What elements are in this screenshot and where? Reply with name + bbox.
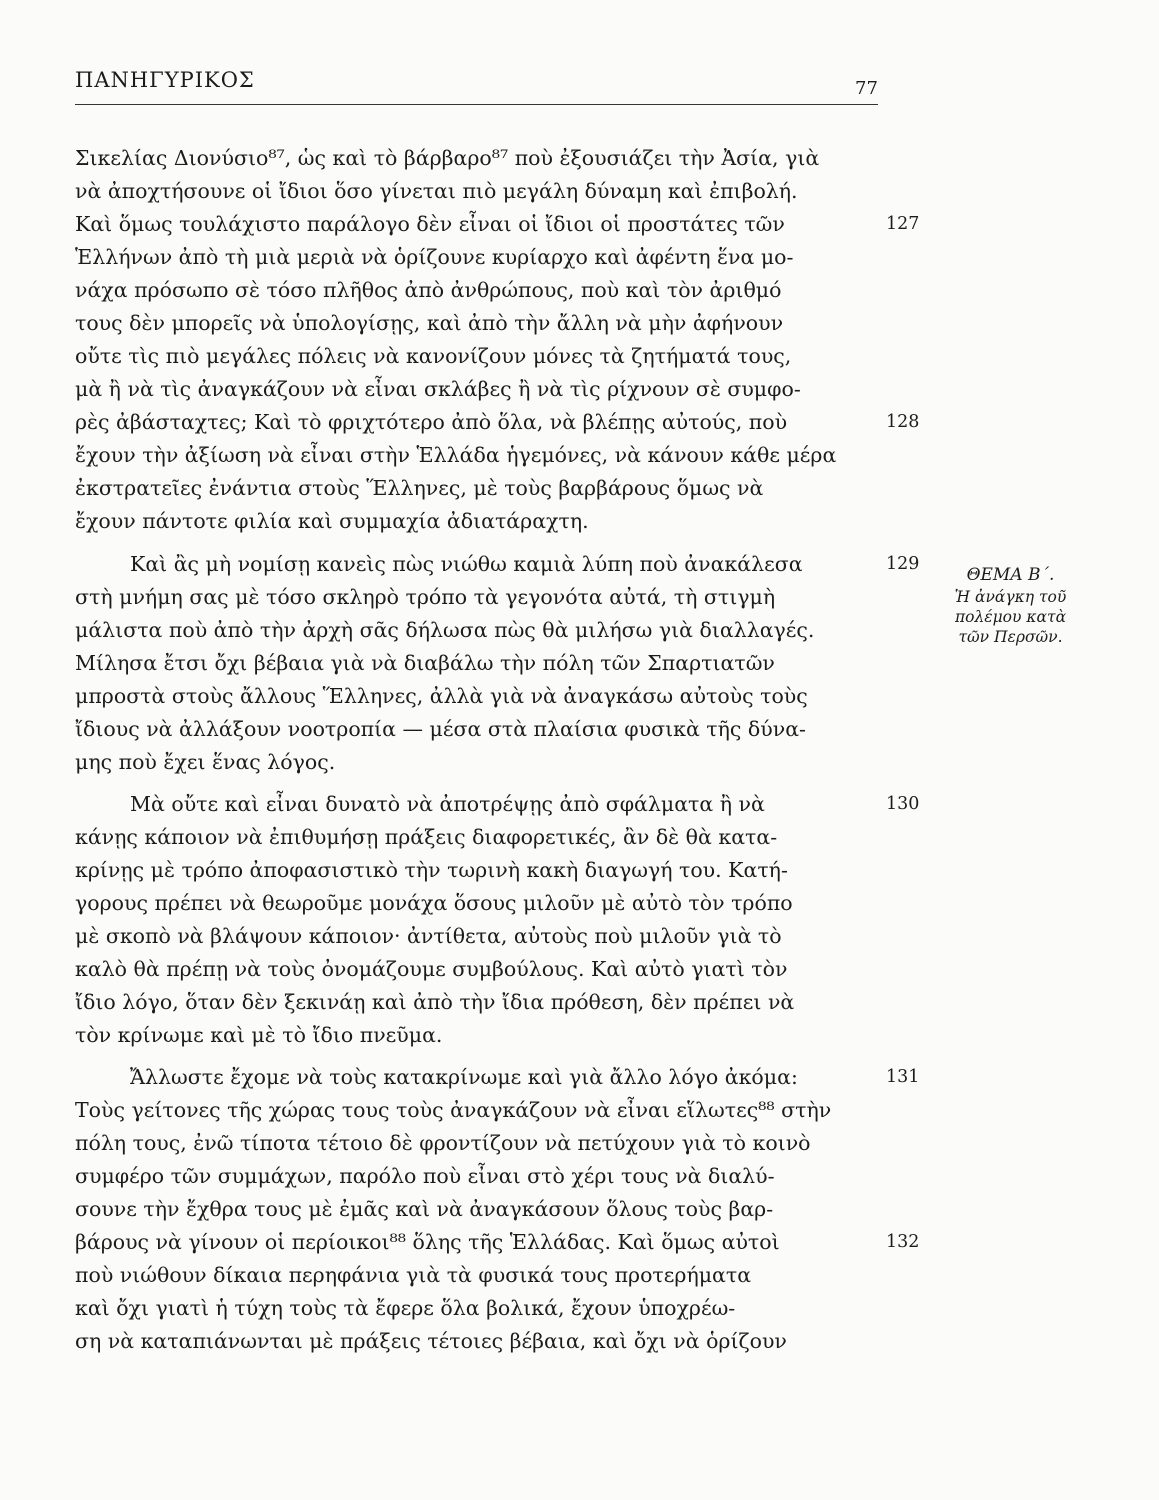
section-number: 131	[886, 1067, 920, 1087]
margin-note	[928, 563, 1093, 647]
text-line: κρίνῃς μὲ τρόπο ἀποφασιστικὸ τὴν τωρινὴ κακὴ διαγωγή του. Κατή-	[75, 858, 788, 882]
text-line: νάχα πρόσωπο σὲ τόσο πλῆθος ἀπὸ ἀνθρώπους, ποὺ καὶ τὸν ἀριθμό	[75, 278, 782, 302]
text-line: μὰ ἢ νὰ τὶς ἀναγκάζουν νὰ εἶναι σκλάβες ἢ νὰ τὶς ρίχνουν σὲ συμφο-	[75, 377, 801, 401]
text-line: ἐκστρατεῖες ἐνάντια στοὺς Ἕλληνες, μὲ τοὺς βαρβάρους ὅμως νὰ	[75, 476, 764, 500]
text-line: ἔχουν πάντοτε φιλία καὶ συμμαχία ἀδιατάραχτη.	[75, 509, 589, 533]
text-line: καὶ ὄχι γιατὶ ἡ τύχη τοὺς τὰ ἔφερε ὅλα βολικά, ἔχουν ὑποχρέω-	[75, 1296, 736, 1320]
text-line: κάνῃς κάποιον νὰ ἐπιθυμήσῃ πράξεις διαφορετικές, ἂν δὲ θὰ κατα-	[75, 825, 778, 849]
section-number: 128	[886, 412, 920, 432]
text-line: Ἄλλωστε ἔχομε νὰ τοὺς κατακρίνωμε καὶ γιὰ ἄλλο λόγο ἀκόμα:	[130, 1065, 798, 1089]
section-number: 132	[886, 1232, 920, 1252]
text-line: Καὶ ἂς μὴ νομίσῃ κανεὶς πὼς νιώθω καμιὰ λύπη ποὺ ἀνακάλεσα	[130, 552, 803, 576]
section-number: 130	[886, 794, 920, 814]
section-number: 129	[886, 554, 920, 574]
margin-note-line: πολέμου κατὰ	[954, 608, 1067, 626]
text-line: Σικελίας Διονύσιο⁸⁷, ὡς καὶ τὸ βάρβαρο⁸⁷ ποὺ ἐξουσιάζει τὴν Ἀσία, γιὰ	[75, 146, 820, 170]
text-line: οὔτε τὶς πιὸ μεγάλες πόλεις νὰ κανονίζουν μόνες τὰ ζητήματά τους,	[75, 344, 792, 368]
header-rule	[75, 104, 878, 105]
text-line: πόλη τους, ἐνῶ τίποτα τέτοιο δὲ φροντίζουν νὰ πετύχουν γιὰ τὸ κοινὸ	[75, 1131, 811, 1155]
text-line: στὴ μνήμη σας μὲ τόσο σκληρὸ τρόπο τὰ γεγονότα αὐτά, τὴ στιγμὴ	[75, 585, 776, 609]
text-line: γορους πρέπει νὰ θεωροῦμε μονάχα ὅσους μιλοῦν μὲ αὐτὸ τὸν τρόπο	[75, 891, 793, 915]
text-line: Ἑλλήνων ἀπὸ τὴ μιὰ μεριὰ νὰ ὁρίζουνε κυρίαρχο καὶ ἀφέντη ἕνα μο-	[75, 245, 794, 269]
text-line: Μὰ οὔτε καὶ εἶναι δυνατὸ νὰ ἀποτρέψῃς ἀπὸ σφάλματα ἢ νὰ	[130, 792, 765, 816]
margin-note-line: τῶν Περσῶν.	[958, 628, 1063, 646]
page-number: 77	[855, 78, 878, 99]
section-number: 127	[886, 214, 920, 234]
text-line: Καὶ ὅμως τουλάχιστο παράλογο δὲν εἶναι οἱ ἴδιοι οἱ προστάτες τῶν	[75, 212, 785, 236]
text-line: Μίλησα ἔτσι ὄχι βέβαια γιὰ νὰ διαβάλω τὴν πόλη τῶν Σπαρτιατῶν	[75, 651, 775, 675]
text-line: καλὸ θὰ πρέπῃ νὰ τοὺς ὀνομάζουμε συμβούλους. Καὶ αὐτὸ γιατὶ τὸν	[75, 957, 788, 981]
text-line: μης ποὺ ἔχει ἕνας λόγος.	[75, 750, 336, 774]
text-line: μὲ σκοπὸ νὰ βλάψουν κάποιον· ἀντίθετα, αὐτοὺς ποὺ μιλοῦν γιὰ τὸ	[75, 924, 782, 948]
text-line: ἴδιο λόγο, ὅταν δὲν ξεκινάῃ καὶ ἀπὸ τὴν ἴδια πρόθεση, δὲν πρέπει νὰ	[75, 990, 795, 1014]
margin-note-line: Ἡ ἀνάγκη τοῦ	[954, 588, 1067, 606]
text-line: ἔχουν τὴν ἀξίωση νὰ εἶναι στὴν Ἑλλάδα ἡγεμόνες, νὰ κάνουν κάθε μέρα	[75, 443, 837, 467]
text-line: ση νὰ καταπιάνωνται μὲ πράξεις τέτοιες βέβαια, καὶ ὄχι νὰ ὁρίζουν	[75, 1329, 787, 1353]
text-line: συμφέρο τῶν συμμάχων, παρόλο ποὺ εἶναι στὸ χέρι τους νὰ διαλύ-	[75, 1164, 775, 1188]
text-line: ρὲς ἀβάσταχτες; Καὶ τὸ φριχτότερο ἀπὸ ὅλα, νὰ βλέπῃς αὐτούς, ποὺ	[75, 410, 788, 434]
text-line: νὰ ἀποχτήσουνε οἱ ἴδιοι ὅσο γίνεται πιὸ μεγάλη δύναμη καὶ ἐπιβολή.	[75, 179, 798, 203]
text-line: ἴδιους νὰ ἀλλάξουν νοοτροπία — μέσα στὰ πλαίσια φυσικὰ τῆς δύνα-	[75, 717, 806, 741]
text-line: τὸν κρίνωμε καὶ μὲ τὸ ἴδιο πνεῦμα.	[75, 1023, 443, 1047]
text-line: ποὺ νιώθουν δίκαια περηφάνια γιὰ τὰ φυσικά τους προτερήματα	[75, 1263, 752, 1287]
text-line: Τοὺς γείτονες τῆς χώρας τους τοὺς ἀναγκάζουν νὰ εἶναι εἵλωτες⁸⁸ στὴν	[75, 1098, 832, 1122]
text-line: βάρους νὰ γίνουν οἱ περίοικοι⁸⁸ ὅλης τῆς Ἑλλάδας. Καὶ ὅμως αὐτοὶ	[75, 1230, 780, 1254]
text-line: σουνε τὴν ἔχθρα τους μὲ ἐμᾶς καὶ νὰ ἀναγκάσουν ὅλους τοὺς βαρ-	[75, 1197, 774, 1221]
text-line: τους δὲν μπορεῖς νὰ ὑπολογίσῃς, καὶ ἀπὸ τὴν ἄλλη νὰ μὴν ἀφήνουν	[75, 311, 784, 335]
margin-note-heading: ΘΕΜΑ Β΄.	[966, 565, 1055, 585]
running-head: ΠΑΝΗΓΥΡΙΚΟΣ	[75, 68, 255, 92]
text-line: μπροστὰ στοὺς ἄλλους Ἕλληνες, ἀλλὰ γιὰ νὰ ἀναγκάσω αὐτοὺς τοὺς	[75, 684, 808, 708]
text-line: μάλιστα ποὺ ἀπὸ τὴν ἀρχὴ σᾶς δήλωσα πὼς θὰ μιλήσω γιὰ διαλλαγές.	[75, 618, 815, 642]
